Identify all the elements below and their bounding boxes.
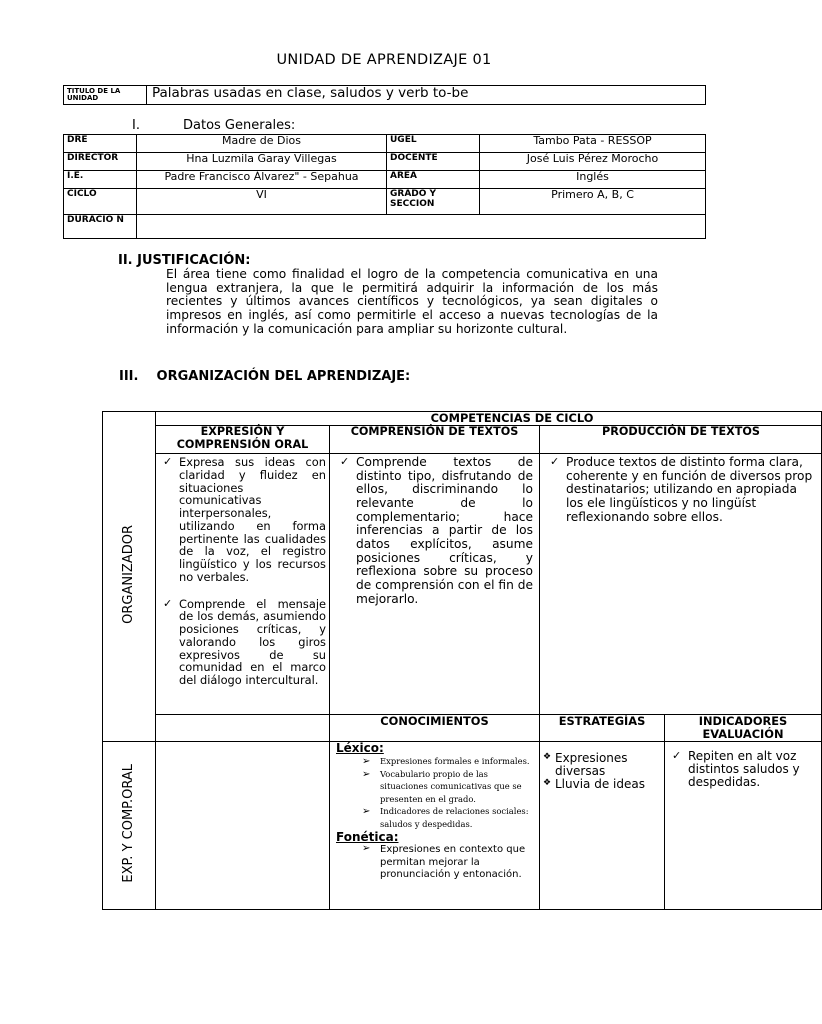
datos-row [64, 135, 706, 153]
list-item: ➢ Expresiones en contexto que permitan mejorar la pronunciación y entonación. [336, 844, 536, 882]
datos-row [64, 153, 706, 171]
unit-title-table [63, 85, 706, 105]
lexico-list [336, 755, 536, 831]
datos-value: Primero A, B, C [480, 189, 706, 215]
list-item: ❖ Lluvia de ideas [543, 778, 661, 791]
indicadores-header: INDICADORES EVALUACIÓN [665, 715, 822, 742]
fonetica-label: Fonética: [336, 829, 399, 844]
datos-label: I.E. [64, 171, 137, 189]
organizador-side-label [103, 412, 156, 742]
list-item: ✓ Expresa sus ideas con claridad y fluidez en situaciones comunicativas interpersonales, utilizando en forma pertinente las cualidades de la voz, el registro lingüístico y los recursos no verbales. [159, 456, 326, 584]
datos-table [63, 134, 706, 239]
list-item: ✓ Comprende el mensaje de los demás, asumiendo posiciones críticas, y valorando los giros expresivos de su comunidad en el marco del diálogo intercultural. [159, 598, 326, 687]
document-title: UNIDAD DE APRENDIZAJE 01 [276, 52, 492, 68]
datos-row [64, 215, 706, 239]
competencia-expresion-list [159, 456, 326, 687]
col-header-comprension: COMPRENSIÓN DE TEXTOS [330, 426, 540, 454]
estrategias-header: ESTRATEGÍAS [540, 715, 665, 742]
datos-label: DURACIO N [64, 215, 137, 239]
datos-value: VI [137, 189, 387, 215]
datos-value: Inglés [480, 171, 706, 189]
datos-label: DIRECTOR [64, 153, 137, 171]
list-item: ➢ Vocabulario propio de las situaciones comunicativas que se presenten en el grado. [336, 768, 536, 806]
unit-title-value: Palabras usadas en clase, saludos y verb to-be [147, 86, 706, 105]
empty-cell [156, 741, 330, 909]
datos-heading: Datos Generales: [183, 118, 296, 133]
datos-label: DOCENTE [387, 153, 480, 171]
list-item: ✓ Produce textos de distinto forma clara, coherente y en función de diversos prop destinatarios; utilizando en apropiada los ele lingüísticos y no lingüíst reflexionando sobre ellos. [546, 456, 818, 524]
indicadores-cell [665, 741, 822, 909]
datos-value [137, 215, 706, 239]
list-item: ➢ Expresiones formales e informales. [336, 755, 536, 768]
competencias-header: COMPETENCIAS DE CICLO [156, 412, 822, 426]
organizacion-table-clip [102, 411, 813, 907]
datos-value: Padre Francisco Álvarez" - Sepahua [137, 171, 387, 189]
datos-heading-number: I. [132, 118, 140, 133]
estrategias-list [543, 752, 661, 792]
organizacion-heading: III. ORGANIZACIÓN DEL APRENDIZAJE: [119, 369, 411, 384]
competencia-comprension-list [336, 456, 533, 606]
exp-comp-oral-label-text: EXP. Y COMP.ORAL [120, 764, 136, 883]
list-item: ➢ Indicadores de relaciones sociales: saludos y despedidas. [336, 805, 536, 830]
organizacion-table [102, 411, 822, 910]
col-header-expresion: EXPRESIÓN Y COMPRENSIÓN ORAL [156, 426, 330, 454]
indicadores-list [668, 750, 818, 790]
competencia-comprension-cell [330, 454, 540, 715]
list-item: ❖ Expresiones diversas [543, 752, 661, 779]
justificacion-text: El área tiene como finalidad el logro de la competencia comunicativa en una lengua extranjera, la que le permitirá adquirir la información de los más recientes y últimos avances científicos y tecnológicos, ya sean digitales o impresos en inglés, así como permitirle el acceso a nuevas tecnologías de la información y la comunicación para ampliar su horizonte cultural. [166, 267, 658, 336]
competencia-expresion-cell [156, 454, 330, 715]
lexico-label: Léxico: [336, 740, 384, 755]
datos-label: AREA [387, 171, 480, 189]
conocimientos-cell [330, 741, 540, 909]
estrategias-cell [540, 741, 665, 909]
datos-label: DRE [64, 135, 137, 153]
datos-value: Tambo Pata - RESSOP [480, 135, 706, 153]
justificacion-heading: II. JUSTIFICACIÓN: [118, 253, 251, 268]
competencia-produccion-list [546, 456, 818, 524]
empty-cell [156, 715, 330, 742]
exp-comp-oral-side-label [103, 741, 156, 909]
datos-row [64, 189, 706, 215]
organizador-label-text: ORGANIZADOR [120, 525, 136, 625]
datos-value: José Luis Pérez Morocho [480, 153, 706, 171]
datos-value: Hna Luzmila Garay Villegas [137, 153, 387, 171]
competencia-produccion-cell [540, 454, 822, 715]
datos-label: GRADO Y SECCION [387, 189, 480, 215]
unit-title-label: TITULO DE LA UNIDAD [64, 86, 147, 105]
list-item: ✓ Comprende textos de distinto tipo, disfrutando de ellos, discriminando lo relevante de lo complementario; hace inferencias a partir de los datos explícitos, asume posiciones críticas, y reflexiona sobre su proceso de comprensión con el fin de mejorarlo. [336, 456, 533, 606]
datos-label: UGEL [387, 135, 480, 153]
datos-row [64, 171, 706, 189]
col-header-produccion: PRODUCCIÓN DE TEXTOS [540, 426, 822, 454]
datos-value: Madre de Dios [137, 135, 387, 153]
fonetica-list [336, 844, 536, 882]
conocimientos-header: CONOCIMIENTOS [330, 715, 540, 742]
list-item: ✓ Repiten en alt voz distintos saludos y despedidas. [668, 750, 818, 790]
datos-label: CICLO [64, 189, 137, 215]
